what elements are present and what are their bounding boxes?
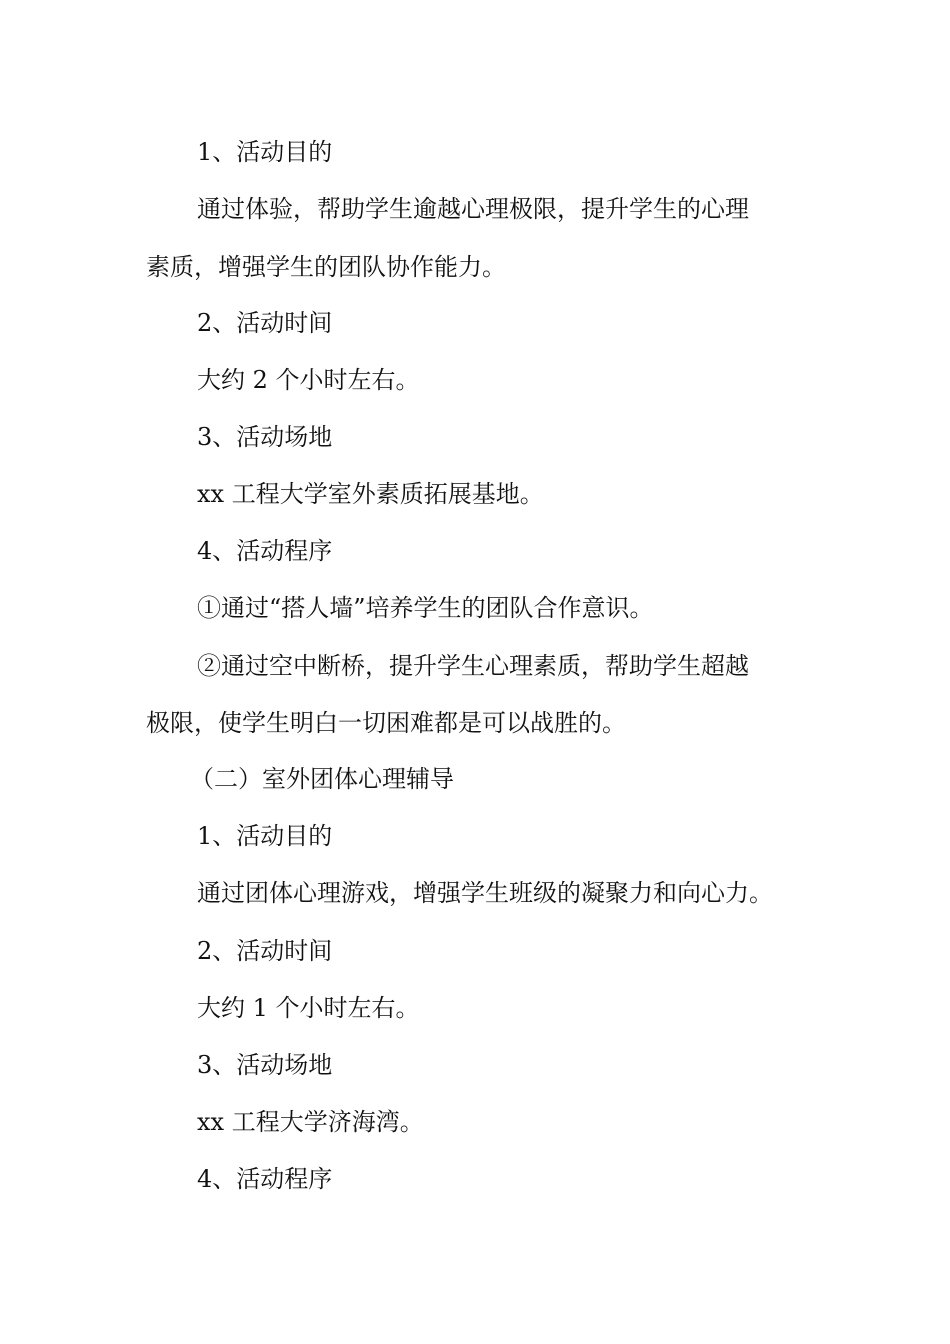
heading-activity-procedure: 4、活动程序: [197, 1165, 333, 1193]
heading-activity-procedure: 4、活动程序: [197, 537, 333, 565]
paragraph-text: xx 工程大学济海湾。: [197, 1108, 424, 1136]
paragraph-text: 素质，增强学生的团队协作能力。: [146, 253, 506, 281]
list-item: ①通过“搭人墙”培养学生的团队合作意识。: [197, 594, 654, 622]
list-item-continued: 极限，使学生明白一切困难都是可以战胜的。: [146, 709, 626, 737]
heading-activity-venue: 3、活动场地: [197, 1051, 333, 1079]
heading-activity-purpose: 1、活动目的: [197, 138, 333, 166]
heading-activity-time: 2、活动时间: [197, 309, 333, 337]
list-item: ②通过空中断桥，提升学生心理素质，帮助学生超越: [197, 652, 749, 680]
heading-activity-time: 2、活动时间: [197, 937, 333, 965]
heading-activity-venue: 3、活动场地: [197, 423, 333, 451]
paragraph-text: 通过体验，帮助学生逾越心理极限，提升学生的心理: [197, 195, 749, 223]
paragraph-text: 大约 2 个小时左右。: [197, 366, 420, 394]
paragraph-text: 大约 1 个小时左右。: [197, 994, 420, 1022]
paragraph-text: xx 工程大学室外素质拓展基地。: [197, 480, 544, 508]
paragraph-text: 通过团体心理游戏，增强学生班级的凝聚力和向心力。: [197, 879, 773, 907]
heading-activity-purpose: 1、活动目的: [197, 822, 333, 850]
section-heading: （二）室外团体心理辅导: [190, 765, 454, 793]
